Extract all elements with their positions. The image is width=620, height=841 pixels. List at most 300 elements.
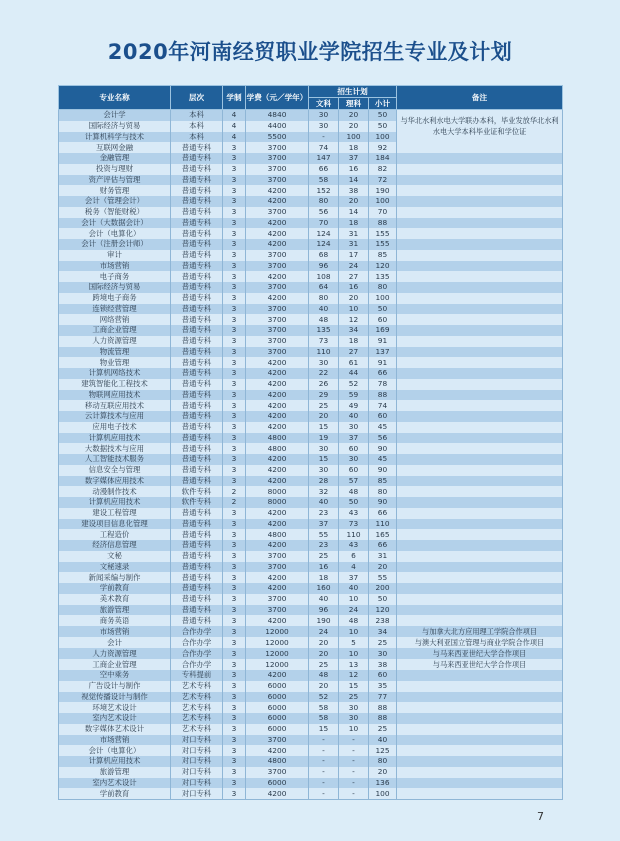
cell-years: 3 xyxy=(223,476,246,487)
cell-major: 物流管理 xyxy=(59,347,171,358)
table-row xyxy=(59,486,563,497)
table-row xyxy=(59,411,563,422)
cell-arts: 124 xyxy=(309,228,339,239)
cell-tuition: 3700 xyxy=(246,314,309,325)
cell-subtotal: 88 xyxy=(369,218,397,229)
table-row xyxy=(59,261,563,272)
cell-years: 3 xyxy=(223,637,246,648)
cell-science: 59 xyxy=(339,390,369,401)
cell-major: 国际经济与贸易 xyxy=(59,282,171,293)
cell-years: 3 xyxy=(223,583,246,594)
cell-level: 普通专科 xyxy=(171,508,223,519)
cell-major: 室内艺术设计 xyxy=(59,713,171,724)
cell-arts: 30 xyxy=(309,110,339,121)
cell-arts: - xyxy=(309,788,339,799)
cell-tuition: 4200 xyxy=(246,400,309,411)
cell-subtotal: 100 xyxy=(369,132,397,143)
cell-science: 31 xyxy=(339,228,369,239)
cell-arts: 190 xyxy=(309,615,339,626)
cell-years: 3 xyxy=(223,745,246,756)
cell-notes: 与马来西亚世纪大学合作项目 xyxy=(397,648,563,659)
table-row xyxy=(59,702,563,713)
cell-science: - xyxy=(339,767,369,778)
cell-subtotal: 82 xyxy=(369,164,397,175)
table-row xyxy=(59,142,563,153)
cell-tuition: 6000 xyxy=(246,681,309,692)
cell-level: 普通专科 xyxy=(171,529,223,540)
cell-tuition: 4200 xyxy=(246,454,309,465)
cell-tuition: 4200 xyxy=(246,228,309,239)
cell-notes xyxy=(397,314,563,325)
table-row xyxy=(59,497,563,508)
cell-arts: 30 xyxy=(309,357,339,368)
cell-level: 对口专科 xyxy=(171,756,223,767)
cell-science: 100 xyxy=(339,132,369,143)
cell-years: 3 xyxy=(223,551,246,562)
cell-notes: 与加拿大北方应用理工学院合作项目 xyxy=(397,626,563,637)
cell-subtotal: 50 xyxy=(369,121,397,132)
cell-subtotal: 125 xyxy=(369,745,397,756)
cell-arts: 70 xyxy=(309,218,339,229)
cell-arts: 55 xyxy=(309,529,339,540)
cell-level: 普通专科 xyxy=(171,196,223,207)
cell-subtotal: 35 xyxy=(369,681,397,692)
cell-notes xyxy=(397,670,563,681)
cell-subtotal: 85 xyxy=(369,250,397,261)
cell-major: 视觉传播设计与制作 xyxy=(59,692,171,703)
cell-notes xyxy=(397,454,563,465)
cell-subtotal: 45 xyxy=(369,454,397,465)
header-plan: 招生计划 xyxy=(309,86,397,98)
cell-level: 普通专科 xyxy=(171,465,223,476)
cell-major: 计算机网络技术 xyxy=(59,368,171,379)
cell-major: 建设工程管理 xyxy=(59,508,171,519)
cell-science: 31 xyxy=(339,239,369,250)
cell-arts: 20 xyxy=(309,637,339,648)
cell-notes xyxy=(397,476,563,487)
cell-level: 普通专科 xyxy=(171,153,223,164)
page-number: 7 xyxy=(537,810,544,823)
cell-major: 资产评估与管理 xyxy=(59,175,171,186)
cell-science: 48 xyxy=(339,486,369,497)
cell-tuition: 4200 xyxy=(246,476,309,487)
table-row xyxy=(59,540,563,551)
cell-years: 4 xyxy=(223,132,246,143)
cell-arts: 40 xyxy=(309,594,339,605)
cell-science: 61 xyxy=(339,357,369,368)
cell-level: 普通专科 xyxy=(171,368,223,379)
cell-science: 10 xyxy=(339,626,369,637)
cell-subtotal: 135 xyxy=(369,271,397,282)
cell-years: 3 xyxy=(223,615,246,626)
cell-years: 3 xyxy=(223,304,246,315)
cell-subtotal: 25 xyxy=(369,637,397,648)
cell-years: 3 xyxy=(223,443,246,454)
cell-tuition: 3700 xyxy=(246,304,309,315)
cell-notes xyxy=(397,778,563,789)
cell-years: 3 xyxy=(223,508,246,519)
cell-years: 3 xyxy=(223,400,246,411)
cell-level: 普通专科 xyxy=(171,433,223,444)
cell-years: 3 xyxy=(223,670,246,681)
cell-notes xyxy=(397,390,563,401)
cell-years: 3 xyxy=(223,648,246,659)
cell-tuition: 4400 xyxy=(246,121,309,132)
cell-notes xyxy=(397,692,563,703)
table-row xyxy=(59,390,563,401)
page-title: 2020年河南经贸职业学院招生专业及计划 xyxy=(107,40,513,64)
cell-years: 3 xyxy=(223,433,246,444)
cell-major: 会计学 xyxy=(59,110,171,121)
cell-tuition: 4200 xyxy=(246,379,309,390)
cell-major: 文秘 xyxy=(59,551,171,562)
cell-notes xyxy=(397,153,563,164)
cell-years: 2 xyxy=(223,486,246,497)
cell-major: 市场营销 xyxy=(59,735,171,746)
cell-science: 10 xyxy=(339,594,369,605)
cell-level: 普通专科 xyxy=(171,411,223,422)
cell-major: 大数据技术与应用 xyxy=(59,443,171,454)
cell-level: 普通专科 xyxy=(171,336,223,347)
cell-major: 计算机应用技术 xyxy=(59,433,171,444)
cell-level: 普通专科 xyxy=(171,250,223,261)
cell-tuition: 4200 xyxy=(246,465,309,476)
cell-tuition: 6000 xyxy=(246,724,309,735)
cell-notes xyxy=(397,347,563,358)
cell-notes xyxy=(397,336,563,347)
cell-notes xyxy=(397,465,563,476)
table-row xyxy=(59,745,563,756)
cell-level: 普通专科 xyxy=(171,239,223,250)
cell-arts: - xyxy=(309,756,339,767)
cell-major: 计算机应用技术 xyxy=(59,497,171,508)
cell-arts: 147 xyxy=(309,153,339,164)
cell-subtotal: 50 xyxy=(369,110,397,121)
cell-major: 国际经济与贸易 xyxy=(59,121,171,132)
cell-notes xyxy=(397,411,563,422)
cell-major: 移动互联应用技术 xyxy=(59,400,171,411)
cell-arts: 40 xyxy=(309,497,339,508)
cell-level: 本科 xyxy=(171,121,223,132)
cell-science: 18 xyxy=(339,142,369,153)
cell-major: 市场营销 xyxy=(59,626,171,637)
cell-arts: 32 xyxy=(309,486,339,497)
table-row xyxy=(59,304,563,315)
cell-tuition: 3700 xyxy=(246,175,309,186)
cell-arts: 80 xyxy=(309,196,339,207)
cell-science: 4 xyxy=(339,562,369,573)
cell-notes xyxy=(397,422,563,433)
cell-subtotal: 100 xyxy=(369,788,397,799)
table-row xyxy=(59,282,563,293)
cell-level: 软件专科 xyxy=(171,486,223,497)
cell-arts: 30 xyxy=(309,443,339,454)
cell-notes xyxy=(397,357,563,368)
cell-notes xyxy=(397,497,563,508)
cell-subtotal: 91 xyxy=(369,336,397,347)
cell-major: 互联网金融 xyxy=(59,142,171,153)
cell-science: 60 xyxy=(339,443,369,454)
cell-notes xyxy=(397,443,563,454)
cell-level: 普通专科 xyxy=(171,443,223,454)
cell-subtotal: 80 xyxy=(369,486,397,497)
cell-science: 14 xyxy=(339,175,369,186)
cell-arts: 20 xyxy=(309,681,339,692)
cell-arts: 73 xyxy=(309,336,339,347)
cell-tuition: 6000 xyxy=(246,702,309,713)
cell-notes xyxy=(397,572,563,583)
cell-science: 30 xyxy=(339,454,369,465)
cell-major: 计算机应用技术 xyxy=(59,756,171,767)
cell-science: 57 xyxy=(339,476,369,487)
cell-science: 44 xyxy=(339,368,369,379)
cell-science: 18 xyxy=(339,336,369,347)
table-row xyxy=(59,583,563,594)
cell-major: 金融管理 xyxy=(59,153,171,164)
cell-major: 会计 xyxy=(59,637,171,648)
cell-subtotal: 169 xyxy=(369,325,397,336)
cell-arts: 135 xyxy=(309,325,339,336)
cell-arts: - xyxy=(309,132,339,143)
cell-level: 普通专科 xyxy=(171,379,223,390)
cell-arts: 58 xyxy=(309,175,339,186)
cell-level: 普通专科 xyxy=(171,271,223,282)
cell-notes xyxy=(397,615,563,626)
cell-tuition: 4200 xyxy=(246,293,309,304)
cell-years: 3 xyxy=(223,594,246,605)
cell-tuition: 3700 xyxy=(246,347,309,358)
cell-arts: - xyxy=(309,778,339,789)
cell-years: 3 xyxy=(223,659,246,670)
cell-notes xyxy=(397,788,563,799)
cell-notes xyxy=(397,724,563,735)
cell-level: 普通专科 xyxy=(171,540,223,551)
cell-tuition: 4200 xyxy=(246,788,309,799)
cell-notes xyxy=(397,681,563,692)
cell-years: 3 xyxy=(223,713,246,724)
cell-major: 室内艺术设计 xyxy=(59,778,171,789)
cell-major: 新闻采编与制作 xyxy=(59,572,171,583)
table-row xyxy=(59,615,563,626)
cell-major: 旅游管理 xyxy=(59,767,171,778)
cell-years: 3 xyxy=(223,411,246,422)
cell-major: 电子商务 xyxy=(59,271,171,282)
cell-level: 普通专科 xyxy=(171,390,223,401)
cell-major: 投资与理财 xyxy=(59,164,171,175)
cell-tuition: 12000 xyxy=(246,637,309,648)
cell-science: 49 xyxy=(339,400,369,411)
cell-years: 3 xyxy=(223,767,246,778)
cell-arts: 64 xyxy=(309,282,339,293)
cell-science: 30 xyxy=(339,702,369,713)
cell-science: 16 xyxy=(339,282,369,293)
table-row xyxy=(59,110,563,121)
cell-tuition: 12000 xyxy=(246,659,309,670)
cell-level: 普通专科 xyxy=(171,347,223,358)
cell-years: 3 xyxy=(223,562,246,573)
table-row xyxy=(59,164,563,175)
cell-arts: 30 xyxy=(309,121,339,132)
cell-level: 普通专科 xyxy=(171,175,223,186)
cell-notes xyxy=(397,433,563,444)
table-row xyxy=(59,454,563,465)
cell-arts: 26 xyxy=(309,379,339,390)
cell-level: 普通专科 xyxy=(171,261,223,272)
cell-major: 数字媒体艺术设计 xyxy=(59,724,171,735)
table-row xyxy=(59,637,563,648)
cell-tuition: 3700 xyxy=(246,594,309,605)
cell-subtotal: 74 xyxy=(369,400,397,411)
cell-science: 14 xyxy=(339,207,369,218)
cell-level: 普通专科 xyxy=(171,572,223,583)
cell-science: 16 xyxy=(339,164,369,175)
cell-arts: 96 xyxy=(309,605,339,616)
cell-tuition: 3700 xyxy=(246,164,309,175)
cell-level: 合作办学 xyxy=(171,626,223,637)
cell-major: 经济信息管理 xyxy=(59,540,171,551)
table-row xyxy=(59,713,563,724)
cell-subtotal: 200 xyxy=(369,583,397,594)
cell-subtotal: 190 xyxy=(369,185,397,196)
cell-science: 20 xyxy=(339,196,369,207)
cell-years: 3 xyxy=(223,228,246,239)
cell-notes xyxy=(397,508,563,519)
cell-notes xyxy=(397,562,563,573)
cell-arts: 96 xyxy=(309,261,339,272)
cell-major: 物业管理 xyxy=(59,357,171,368)
cell-notes xyxy=(397,325,563,336)
cell-arts: 37 xyxy=(309,519,339,530)
cell-years: 3 xyxy=(223,422,246,433)
cell-years: 3 xyxy=(223,529,246,540)
cell-science: 27 xyxy=(339,271,369,282)
cell-science: 12 xyxy=(339,314,369,325)
cell-arts: 48 xyxy=(309,670,339,681)
table-row xyxy=(59,756,563,767)
cell-science: 12 xyxy=(339,670,369,681)
table-row xyxy=(59,659,563,670)
cell-arts: 15 xyxy=(309,724,339,735)
cell-subtotal: 34 xyxy=(369,626,397,637)
cell-level: 普通专科 xyxy=(171,454,223,465)
table-row xyxy=(59,724,563,735)
cell-years: 3 xyxy=(223,724,246,735)
cell-years: 3 xyxy=(223,325,246,336)
table-row xyxy=(59,433,563,444)
cell-science: 73 xyxy=(339,519,369,530)
cell-science: 10 xyxy=(339,304,369,315)
cell-tuition: 4200 xyxy=(246,390,309,401)
cell-science: 40 xyxy=(339,411,369,422)
cell-subtotal: 60 xyxy=(369,670,397,681)
cell-tuition: 6000 xyxy=(246,692,309,703)
cell-major: 人工智能技术服务 xyxy=(59,454,171,465)
cell-arts: 20 xyxy=(309,648,339,659)
cell-years: 3 xyxy=(223,692,246,703)
table-row xyxy=(59,508,563,519)
cell-major: 会计（管理会计） xyxy=(59,196,171,207)
cell-arts: 74 xyxy=(309,142,339,153)
cell-major: 会计（注册会计师） xyxy=(59,239,171,250)
cell-years: 3 xyxy=(223,368,246,379)
cell-science: 5 xyxy=(339,637,369,648)
cell-major: 信息安全与管理 xyxy=(59,465,171,476)
cell-subtotal: 31 xyxy=(369,551,397,562)
cell-years: 3 xyxy=(223,735,246,746)
table-row xyxy=(59,175,563,186)
cell-arts: 40 xyxy=(309,304,339,315)
table-row xyxy=(59,185,563,196)
table-row xyxy=(59,735,563,746)
cell-tuition: 4200 xyxy=(246,185,309,196)
cell-major: 空中乘务 xyxy=(59,670,171,681)
cell-tuition: 3700 xyxy=(246,336,309,347)
cell-level: 普通专科 xyxy=(171,357,223,368)
cell-subtotal: 80 xyxy=(369,282,397,293)
cell-major: 工商企业管理 xyxy=(59,325,171,336)
table-row xyxy=(59,529,563,540)
cell-arts: - xyxy=(309,745,339,756)
cell-notes xyxy=(397,594,563,605)
cell-years: 3 xyxy=(223,540,246,551)
cell-science: 37 xyxy=(339,572,369,583)
table-row xyxy=(59,218,563,229)
cell-subtotal: 155 xyxy=(369,228,397,239)
table-row xyxy=(59,347,563,358)
cell-tuition: 3700 xyxy=(246,282,309,293)
cell-years: 3 xyxy=(223,788,246,799)
table-row xyxy=(59,250,563,261)
cell-subtotal: 60 xyxy=(369,314,397,325)
cell-arts: 25 xyxy=(309,551,339,562)
cell-years: 3 xyxy=(223,572,246,583)
cell-arts: 24 xyxy=(309,626,339,637)
cell-notes xyxy=(397,735,563,746)
cell-science: - xyxy=(339,745,369,756)
cell-level: 普通专科 xyxy=(171,476,223,487)
cell-tuition: 3700 xyxy=(246,562,309,573)
cell-tuition: 4200 xyxy=(246,368,309,379)
cell-major: 建筑智能化工程技术 xyxy=(59,379,171,390)
cell-science: 43 xyxy=(339,508,369,519)
cell-notes xyxy=(397,207,563,218)
cell-subtotal: 100 xyxy=(369,293,397,304)
cell-arts: 58 xyxy=(309,702,339,713)
cell-notes xyxy=(397,486,563,497)
table-row xyxy=(59,422,563,433)
cell-subtotal: 40 xyxy=(369,735,397,746)
cell-science: 34 xyxy=(339,325,369,336)
cell-notes xyxy=(397,250,563,261)
cell-subtotal: 30 xyxy=(369,648,397,659)
cell-science: 10 xyxy=(339,724,369,735)
cell-years: 3 xyxy=(223,239,246,250)
cell-science: 15 xyxy=(339,681,369,692)
cell-major: 工商企业管理 xyxy=(59,659,171,670)
cell-notes xyxy=(397,379,563,390)
cell-tuition: 4200 xyxy=(246,583,309,594)
cell-science: 17 xyxy=(339,250,369,261)
cell-level: 普通专科 xyxy=(171,207,223,218)
cell-science: 37 xyxy=(339,433,369,444)
cell-science: 30 xyxy=(339,422,369,433)
cell-years: 3 xyxy=(223,347,246,358)
cell-major: 学前教育 xyxy=(59,788,171,799)
cell-science: 37 xyxy=(339,153,369,164)
cell-years: 3 xyxy=(223,293,246,304)
cell-science: 24 xyxy=(339,261,369,272)
table-row xyxy=(59,368,563,379)
